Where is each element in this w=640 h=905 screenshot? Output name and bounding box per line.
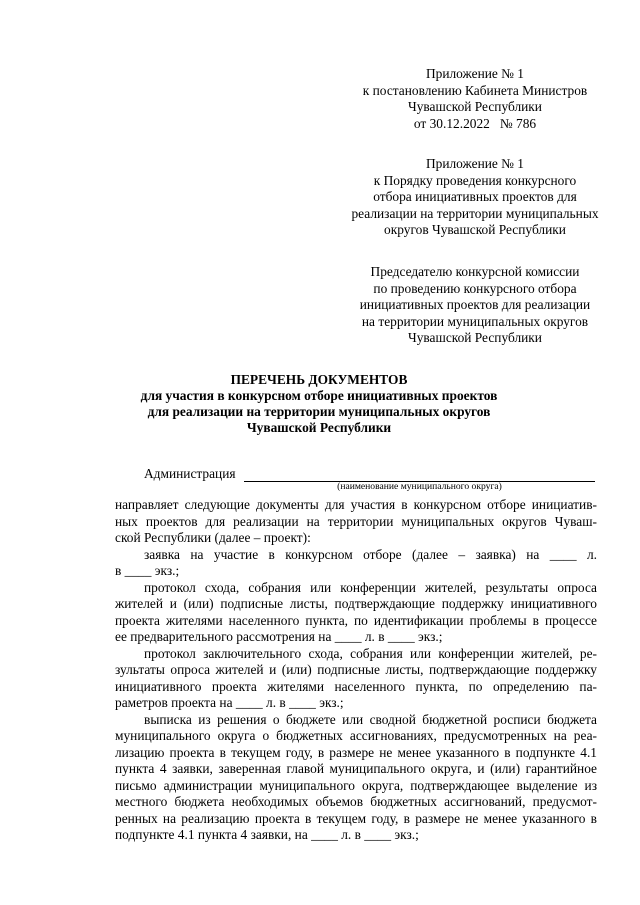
appendix2-line: Приложение № 1 [425, 156, 525, 171]
body-line: муниципального округа о бюджетных ассигнованиях, предусмотренных на реа- [115, 728, 597, 743]
admin-label: Администрация [144, 466, 236, 481]
title-line: для реализации на территории муниципальных округов [147, 404, 491, 419]
appendix1-line: Чувашской Республики [408, 99, 542, 114]
body-line: протокол заключительного схода, собрания или конференции жителей, ре- [144, 645, 597, 661]
body-line: протокол схода, собрания или конференции жителей, результаты опроса [144, 579, 597, 595]
appendix-header-resolution [330, 66, 620, 132]
addressee-line: инициативных проектов для реализации [359, 297, 591, 312]
body-line: направляет следующие документы для участия в конкурсном отборе инициатив- [115, 497, 597, 512]
document-title [110, 372, 528, 436]
addressee-line: по проведению конкурсного отбора [373, 280, 577, 296]
appendix2-line: отбора инициативных проектов для [373, 189, 577, 204]
body-line: ской Республики (далее – проект): [115, 530, 311, 545]
appendix1-line: к постановлению Кабинета Министров [362, 82, 588, 98]
admin-caption: (наименование муниципального округа) [337, 481, 502, 492]
title-line: ПЕРЕЧЕНЬ ДОКУМЕНТОВ [230, 372, 408, 387]
body-line: ных проектов для реализации на территории муниципальных округов Чуваш- [115, 513, 597, 529]
body-line: зультаты опроса жителей и (или) подписные листы, подтверждающие поддержку [115, 662, 597, 677]
addressee-line: на территории муниципальных округов [361, 313, 589, 329]
body-line: раметров проекта на ____ л. в ____ экз.; [115, 695, 344, 710]
title-line: для участия в конкурсном отборе инициативных проектов [140, 388, 498, 403]
body-line: лизацию проекта в текущем году, в размере не менее указанного в подпункте 4.1 [115, 744, 597, 760]
appendix2-line: округов Чувашской Республики [384, 222, 566, 237]
addressee-line: Председателю конкурсной комиссии [370, 264, 580, 279]
addressee-line: Чувашской Республики [408, 330, 542, 345]
body-line: письмо администрации муниципального округа, подтверждающее выделение из [115, 777, 597, 793]
body-line: местного бюджета необходимых объемов бюджетных ассигнований, предусмот- [115, 794, 597, 809]
appendix2-line: реализации на территории муниципальных [351, 205, 599, 221]
appendix1-line: Приложение № 1 [425, 66, 525, 81]
appendix1-line: от 30.12.2022 № 786 [413, 115, 537, 131]
addressee-block [330, 264, 620, 347]
body-line: пункта 4 заявки, заверенная главой муниципального округа, и (или) гарантийное [115, 761, 597, 776]
body-line: в ____ экз.; [115, 563, 180, 578]
appendix2-line: к Порядку проведения конкурсного [373, 172, 577, 188]
body-line: инициативного проекта жителями населенного пункта, по определению па- [115, 678, 597, 694]
body-line: заявка на участие в конкурсном отборе (далее – заявка) на ____ л. [144, 546, 597, 562]
body-line: выписка из решения о бюджете или сводной бюджетной росписи бюджета [144, 711, 597, 727]
appendix-header-procedure [330, 156, 620, 239]
body-line: подпункте 4.1 пункта 4 заявки, на ____ л. в ____ экз.; [115, 827, 419, 842]
body-line: проекта жителями населенного пункта, по идентификации проблемы в процессе [115, 612, 597, 628]
title-line: Чувашской Республики [246, 420, 392, 435]
body-line: ее предварительного рассмотрения на ____ л. в ____ экз.; [115, 629, 443, 644]
body-line: жителей и (или) подписные листы, подтверждающие поддержку инициативного [115, 596, 597, 611]
body-line: ренных на реализацию проекта в текущем году, в размере не менее указанного в [115, 810, 597, 826]
